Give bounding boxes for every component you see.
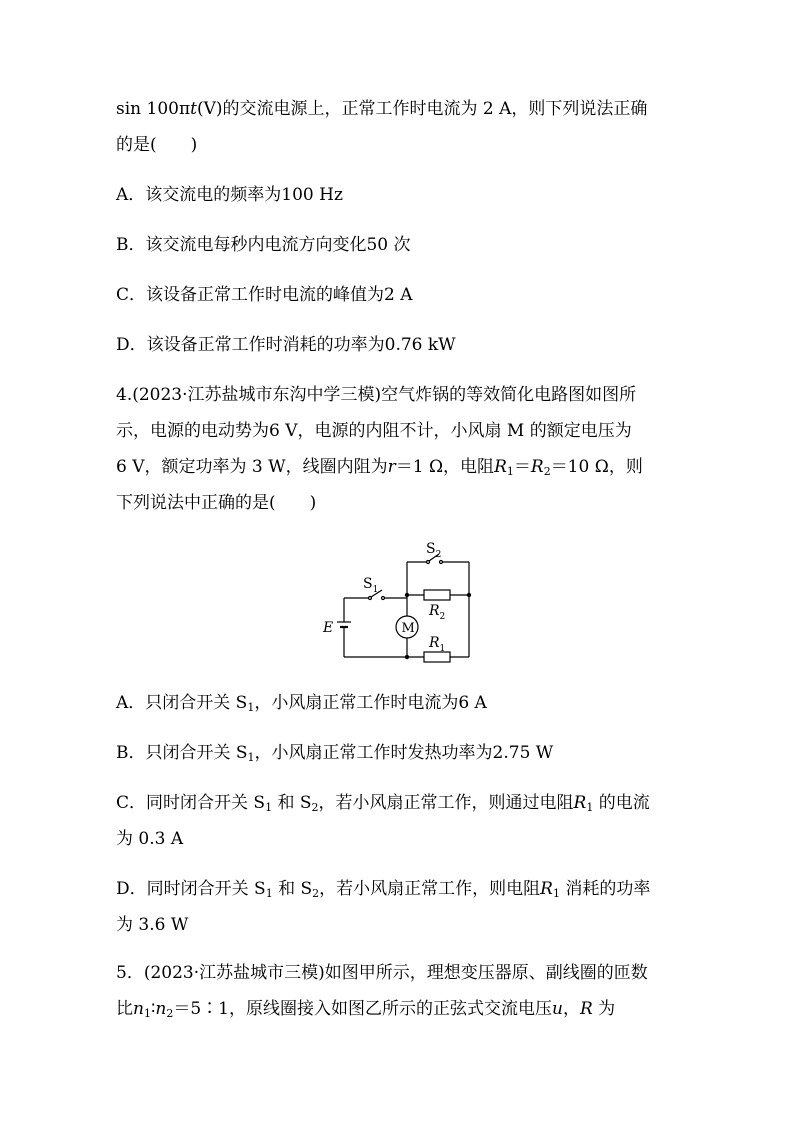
q4-stem-line3: 6 V，额定功率为 3 W，线圈内阻为r＝1 Ω，电阻$R_1=R_2=10$ Ω，则 — [116, 457, 643, 478]
label-s2: $S_2$ — [426, 541, 442, 560]
q4-stem-line4: 下列说法中正确的是( ) — [116, 493, 317, 513]
q4-option-b: B．只闭合开关 $S_1$，小风扇正常工作时发热功率为2.75 W — [116, 743, 554, 764]
q5-stem-line2: 比$n_1∶n_2=5∶1$，原线圈接入如图乙所示的正弦式交流电压u，R 为 — [116, 999, 616, 1020]
q3-formula: sin 100π — [116, 99, 191, 119]
q4-option-d-line1: D．同时闭合开关 $S_1$ 和 $S_2$，若小风扇正常工作，则电阻$R_1$ 消耗的功率 — [116, 879, 651, 900]
label-r2: $R_2$ — [429, 603, 446, 622]
label-m: M — [401, 621, 415, 636]
q4-stem-line2: 示，电源的电动势为6 V，电源的内阻不计，小风扇 M 的额定电压为 — [116, 421, 632, 441]
resistor-r1 — [424, 652, 450, 662]
q3-option-a: A．该交流电的频率为100 Hz — [116, 185, 343, 205]
q3-option-c: C．该设备正常工作时电流的峰值为2 A — [116, 285, 413, 305]
q4-stem-line1: 4.(2023·江苏盐城市东沟中学三模)空气炸锅的等效简化电路图如图所 — [116, 385, 637, 405]
q4-option-a: A．只闭合开关 $S_1$，小风扇正常工作时电流为6 A — [116, 693, 487, 714]
label-r1: $R_1$ — [429, 635, 446, 654]
q3-stem-line1: sin 100πt(V)的交流电源上，正常工作时电流为 2 A，则下列说法正确 — [116, 99, 648, 119]
label-s1: $S_1$ — [363, 576, 379, 595]
q3-option-b: B．该交流电每秒内电流方向变化50 次 — [116, 235, 411, 255]
q3-option-d: D．该设备正常工作时消耗的功率为0.76 kW — [116, 335, 456, 355]
q4-option-d-line2: 为 3.6 W — [116, 915, 189, 935]
q4-option-c-line1: C．同时闭合开关 $S_1$ 和 $S_2$，若小风扇正常工作，则通过电阻$R_1$ 的电流 — [116, 793, 650, 814]
junction-node — [467, 593, 471, 597]
q5-stem-line1: 5．(2023·江苏盐城市三模)如图甲所示，理想变压器原、副线圈的匝数 — [116, 963, 648, 983]
q4-option-c-line2: 为 0.3 A — [116, 829, 184, 849]
circuit-diagram — [320, 538, 480, 664]
q3-stem-line2: 的是( ) — [116, 135, 198, 155]
label-e: E — [323, 620, 334, 636]
junction-node — [405, 655, 409, 659]
junction-node — [405, 593, 409, 597]
resistor-r2 — [424, 590, 450, 600]
